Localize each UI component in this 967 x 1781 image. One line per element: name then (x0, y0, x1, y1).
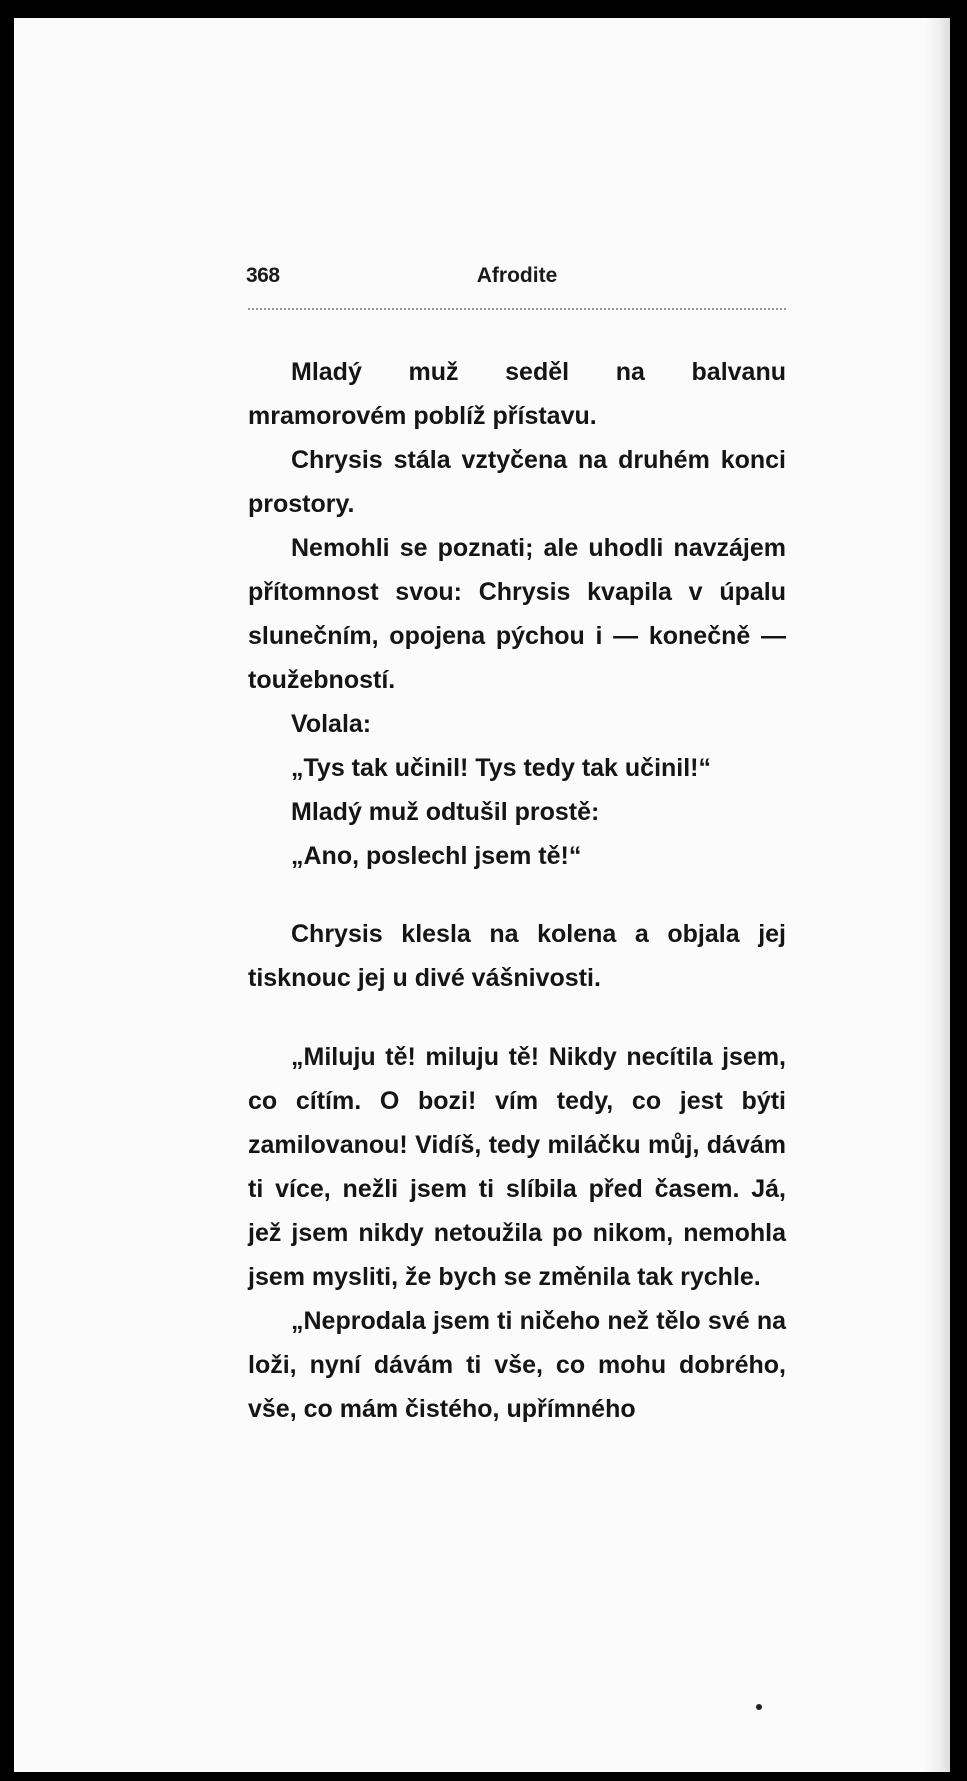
paragraph: Volala: (291, 710, 372, 738)
paragraph-gap (248, 878, 786, 912)
running-title: Afrodite (476, 264, 558, 287)
page-number: 368 (246, 264, 280, 287)
page-edge-shadow (924, 18, 950, 1772)
ink-speck (756, 1704, 762, 1710)
paragraph: „Neprodala jsem ti ničeho než tělo své na loži, nyní dávám ti vše, co mohu dobrého, vše, co mám čistého, upřímného (248, 1307, 786, 1423)
paragraph: Chrysis klesla na kolena a objala jej tisknouc jej u divé vášnivosti. (248, 920, 786, 992)
paragraph: „Miluju tě! miluju tě! Nikdy necítila jsem, co cítím. O bozi! vím tedy, co jest býti zamilovanou! Vidíš, tedy miláčku můj, dávám ti více, nežli jsem ti slíbila před časem. Já, jež jsem nikdy netoužila po nikom, nemohla jsem mysliti, že bych se změnila tak rychle. (248, 1043, 786, 1291)
paragraph-gap (248, 1000, 786, 1035)
paragraph: Mladý muž odtušil prostě: (291, 798, 600, 826)
paragraph: Nemohli se poznati; ale uhodli navzájem přítomnost svou: Chrysis kvapila v úpalu slunečním, opojena pýchou i — konečně — toužebností. (248, 534, 786, 694)
paragraph: Mladý muž seděl na balvanu mramorovém poblíž přístavu. (248, 358, 786, 430)
paragraph: „Tys tak učinil! Tys tedy tak učinil!“ (291, 754, 712, 782)
page-header (246, 264, 788, 304)
paragraph: Chrysis stála vztyčena na druhém konci prostory. (248, 446, 786, 518)
paragraph: „Ano, poslechl jsem tě!“ (291, 842, 582, 870)
body-text (248, 350, 786, 1431)
header-rule (248, 308, 786, 310)
